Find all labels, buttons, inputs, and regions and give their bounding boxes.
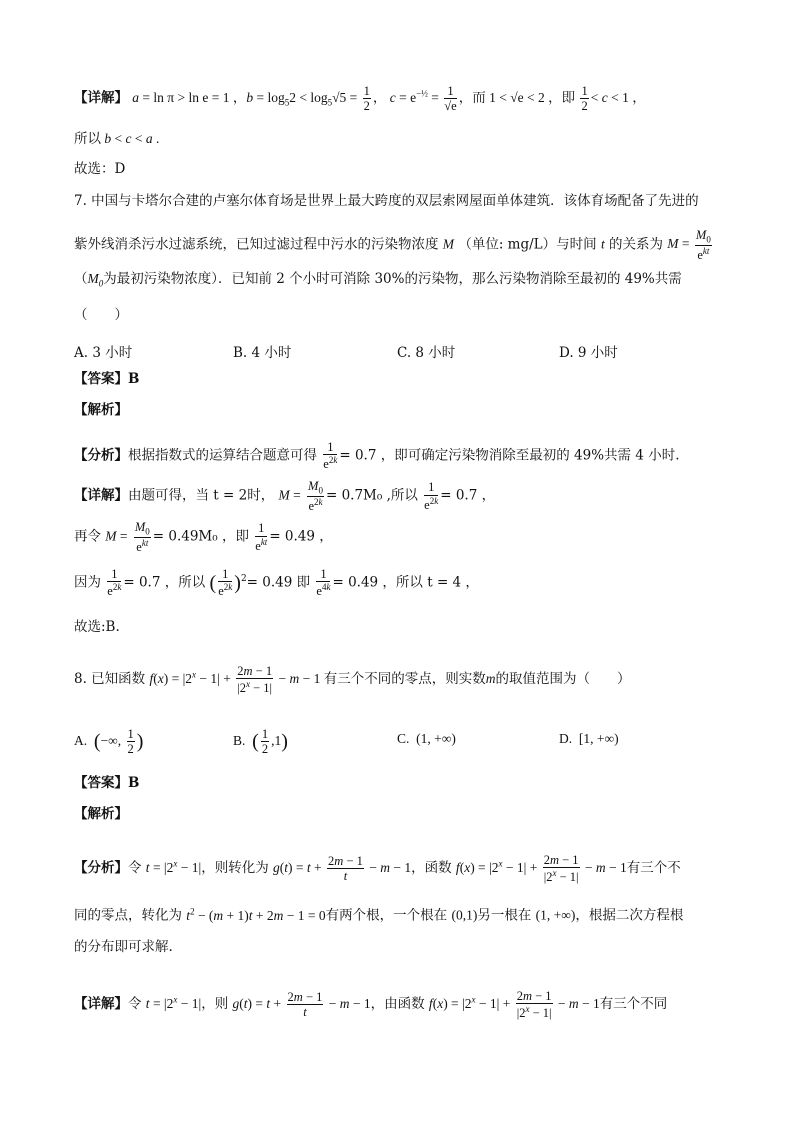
- q7-line3: （$M_0$为最初污染物浓度）．已知前 2 个小时可消除 30%的污染物，那么污染物消除至最初的 49%共需: [74, 271, 682, 289]
- q7-line1: 7. 中国与卡塔尔合建的卢塞尔体育场是世界上最大跨度的双层索网屋面单体建筑．该体育场配备了先进的: [74, 193, 699, 209]
- choice-q6: 故选：D: [74, 161, 126, 177]
- q7-analysis: 【解析】: [74, 402, 128, 418]
- var-t: t: [600, 236, 605, 252]
- q7-choice: 故选:B.: [74, 619, 120, 635]
- q7-option-c: C. 8 小时: [397, 345, 456, 361]
- q8-line1: 8. 已知函数 $f(x) = |2^x - 1|$ + $\frac{2m - 1}{|2^x - 1|}$ − m − 1 有三个不同的零点，则实数m的取值范围为（ ）: [74, 664, 631, 696]
- q7-zailing: 再令 M = $\frac{M_0}{e^{kt}}$ = 0.49M₀ ，即 $\frac{1}{e^{kt}}$ = 0.49 ，: [74, 520, 333, 554]
- q7-option-b: B. 4 小时: [233, 345, 292, 361]
- q8-fenxi-3: 的分布即可求解.: [74, 939, 173, 955]
- q7-line2: 紫外线消杀污水过滤系统，已知过滤过程中污水的污染物浓度 M （单位: mg/L）与时间 t 的关系为 M = $\frac{M_0}{e^{kt}}$: [74, 228, 734, 262]
- conclusion-q6: [74, 132, 734, 147]
- q7-yinwei: 因为 $\frac{1}{e^{2k}}$ = 0.7 ，所以 ( $\frac{1}{e^{2k}}$ )$^2$= 0.49 即 $\frac{1}{e^{4k}}$ = 0.49 ，所以 t = 4 ，: [74, 567, 479, 599]
- q7-option-d: D. 9 小时: [559, 345, 618, 361]
- q8-function: $f(x) = |2^x - 1|$ + $\frac{2m - 1}{|2^x - 1|}$ − m − 1: [149, 664, 324, 696]
- q8-xiangjie: 【详解】令 $t = |2^x - 1|$，则 g(t) = t + $\frac{2m - 1}{t}$ − m − 1，由函数 $f(x) = |2^x - 1|$ + $\frac{2m - 1}{|2^x - 1|}$ − m − 1有三个不同: [74, 989, 668, 1021]
- q8-analysis: 【解析】: [74, 806, 128, 822]
- q8-answer: 【答案】B: [74, 775, 140, 791]
- q8-fenxi-1: 【分析】令 $t = |2^x - 1|$，则转化为 g(t) = t + $\frac{2m - 1}{t}$ − m − 1，函数 $f(x) = |2^x - 1|$ + $\frac{2m - 1}{|2^x - 1|}$ − m − 1有三个不: [74, 853, 681, 885]
- q8-fenxi-2: 同的零点，转化为 $t^2 - (m + 1)t + 2m - 1 = 0$有两个根，一个根在 (0,1)另一根在 (1, +∞)，根据二次方程根: [74, 906, 684, 924]
- var-M: M: [442, 236, 455, 252]
- q7-option-a: A. 3 小时: [74, 345, 133, 361]
- detail-tag: 【详解】: [74, 89, 128, 106]
- formula-M: M = $\frac{M_0}{e^{kt}}$: [667, 228, 711, 262]
- q8-option-c: C. (1, +∞): [397, 731, 456, 746]
- detail-math: a = ln π > ln e = 1 ，$b = \log_52 < \log_5√5$ = $\frac{1}{2}$ ， $c = e^{-\frac{1}{2}}$ = $\frac{1}{√e}$ ，而 1 < √e < 2 ，即 $\frac{1}{2}$ < c < 1 ，: [132, 84, 646, 114]
- q7-line4: （ ）: [74, 307, 128, 323]
- q7-answer: 【答案】B: [74, 371, 140, 387]
- var-M0: $M_0$: [87, 271, 104, 289]
- detail-line-q6: [74, 84, 734, 114]
- q7-fenxi: 【分析】根据指数式的运算结合题意可得 $\frac{1}{e^{2k}}$ = 0.7 ，即可确定污染物消除至最初的 49%共需 4 小时.: [74, 440, 680, 472]
- q8-option-d: D. [1, +∞): [559, 731, 619, 746]
- q8-option-b: B. ( $\frac{1}{2}$ ,1): [233, 727, 288, 757]
- q7-xiangjie: 【详解】由题可得，当 t = 2时， M = $\frac{M_0}{e^{2k}}$ = 0.7M₀ ,所以 $\frac{1}{e^{2k}}$ = 0.7 ，: [74, 479, 496, 513]
- q8-option-a: A. (−∞, $\frac{1}{2}$ ): [74, 727, 144, 757]
- conclusion-text: 所以 b < c < a .: [74, 131, 160, 146]
